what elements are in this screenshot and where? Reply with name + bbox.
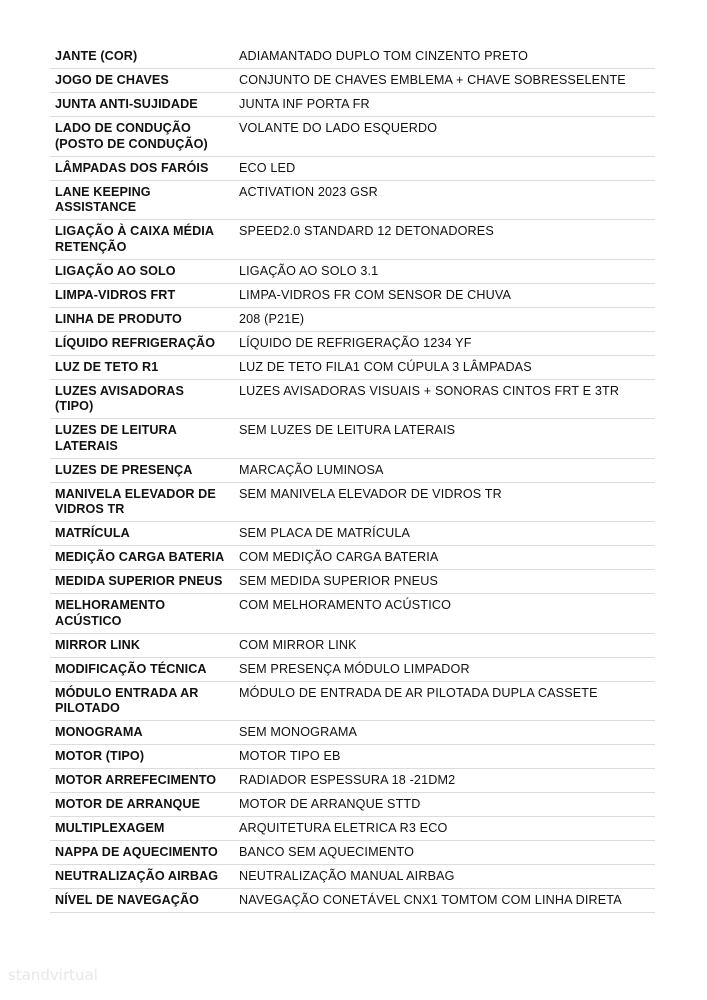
spec-label: MELHORAMENTO ACÚSTICO <box>50 594 230 634</box>
table-row <box>50 419 655 459</box>
table-row <box>50 522 655 546</box>
spec-label: MÓDULO ENTRADA AR PILOTADO <box>50 681 230 721</box>
spec-value: RADIADOR ESPESSURA 18 -21DM2 <box>230 769 655 793</box>
spec-label: MODIFICAÇÃO TÉCNICA <box>50 657 230 681</box>
table-row <box>50 93 655 117</box>
table-row <box>50 721 655 745</box>
spec-label: MANIVELA ELEVADOR DE VIDROS TR <box>50 482 230 522</box>
spec-label: LANE KEEPING ASSISTANCE <box>50 180 230 220</box>
table-row <box>50 220 655 260</box>
spec-value: JUNTA INF PORTA FR <box>230 93 655 117</box>
spec-value: MOTOR TIPO EB <box>230 745 655 769</box>
spec-label: LUZES AVISADORAS (TIPO) <box>50 379 230 419</box>
spec-value: VOLANTE DO LADO ESQUERDO <box>230 117 655 157</box>
spec-value: MARCAÇÃO LUMINOSA <box>230 458 655 482</box>
table-row <box>50 546 655 570</box>
table-row <box>50 817 655 841</box>
spec-label: LIGAÇÃO À CAIXA MÉDIA RETENÇÃO <box>50 220 230 260</box>
spec-label: LIMPA-VIDROS FRT <box>50 283 230 307</box>
spec-label: LUZ DE TETO R1 <box>50 355 230 379</box>
spec-value: NEUTRALIZAÇÃO MANUAL AIRBAG <box>230 865 655 889</box>
table-row <box>50 633 655 657</box>
specifications-table <box>50 45 655 913</box>
table-row <box>50 681 655 721</box>
table-row <box>50 657 655 681</box>
specifications-table-body <box>50 45 655 913</box>
spec-value: LUZES AVISADORAS VISUAIS + SONORAS CINTOS FRT E 3TR <box>230 379 655 419</box>
spec-value: COM MIRROR LINK <box>230 633 655 657</box>
table-row <box>50 458 655 482</box>
table-row <box>50 45 655 69</box>
spec-label: LINHA DE PRODUTO <box>50 307 230 331</box>
table-row <box>50 259 655 283</box>
spec-label: LÂMPADAS DOS FARÓIS <box>50 156 230 180</box>
watermark-logo: standvirtual <box>8 966 98 984</box>
spec-value: SPEED2.0 STANDARD 12 DETONADORES <box>230 220 655 260</box>
spec-label: LIGAÇÃO AO SOLO <box>50 259 230 283</box>
table-row <box>50 769 655 793</box>
table-row <box>50 283 655 307</box>
spec-value: SEM LUZES DE LEITURA LATERAIS <box>230 419 655 459</box>
table-row <box>50 793 655 817</box>
spec-value: SEM PRESENÇA MÓDULO LIMPADOR <box>230 657 655 681</box>
table-row <box>50 307 655 331</box>
spec-label: MOTOR ARREFECIMENTO <box>50 769 230 793</box>
table-row <box>50 594 655 634</box>
spec-value: MÓDULO DE ENTRADA DE AR PILOTADA DUPLA CASSETE <box>230 681 655 721</box>
spec-value: COM MEDIÇÃO CARGA BATERIA <box>230 546 655 570</box>
table-row <box>50 745 655 769</box>
spec-value: ADIAMANTADO DUPLO TOM CINZENTO PRETO <box>230 45 655 69</box>
spec-value: NAVEGAÇÃO CONETÁVEL CNX1 TOMTOM COM LINHA DIRETA <box>230 889 655 913</box>
table-row <box>50 156 655 180</box>
spec-value: LIGAÇÃO AO SOLO 3.1 <box>230 259 655 283</box>
spec-value: SEM MEDIDA SUPERIOR PNEUS <box>230 570 655 594</box>
spec-value: LIMPA-VIDROS FR COM SENSOR DE CHUVA <box>230 283 655 307</box>
spec-label: LÍQUIDO REFRIGERAÇÃO <box>50 331 230 355</box>
spec-value: BANCO SEM AQUECIMENTO <box>230 841 655 865</box>
spec-value: SEM MANIVELA ELEVADOR DE VIDROS TR <box>230 482 655 522</box>
spec-label: NEUTRALIZAÇÃO AIRBAG <box>50 865 230 889</box>
spec-label: LUZES DE PRESENÇA <box>50 458 230 482</box>
spec-value: LUZ DE TETO FILA1 COM CÚPULA 3 LÂMPADAS <box>230 355 655 379</box>
table-row <box>50 117 655 157</box>
spec-label: MOTOR DE ARRANQUE <box>50 793 230 817</box>
table-row <box>50 482 655 522</box>
spec-value: ECO LED <box>230 156 655 180</box>
table-row <box>50 889 655 913</box>
spec-value: ACTIVATION 2023 GSR <box>230 180 655 220</box>
spec-label: MEDIÇÃO CARGA BATERIA <box>50 546 230 570</box>
spec-value: SEM PLACA DE MATRÍCULA <box>230 522 655 546</box>
spec-label: MIRROR LINK <box>50 633 230 657</box>
spec-label: NAPPA DE AQUECIMENTO <box>50 841 230 865</box>
spec-label: JUNTA ANTI-SUJIDADE <box>50 93 230 117</box>
spec-label: MONOGRAMA <box>50 721 230 745</box>
spec-label: MOTOR (TIPO) <box>50 745 230 769</box>
table-row <box>50 355 655 379</box>
table-row <box>50 379 655 419</box>
table-row <box>50 865 655 889</box>
spec-label: JOGO DE CHAVES <box>50 69 230 93</box>
spec-value: SEM MONOGRAMA <box>230 721 655 745</box>
spec-label: MULTIPLEXAGEM <box>50 817 230 841</box>
spec-label: LADO DE CONDUÇÃO (POSTO DE CONDUÇÃO) <box>50 117 230 157</box>
spec-label: NÍVEL DE NAVEGAÇÃO <box>50 889 230 913</box>
spec-label: LUZES DE LEITURA LATERAIS <box>50 419 230 459</box>
table-row <box>50 180 655 220</box>
spec-value: COM MELHORAMENTO ACÚSTICO <box>230 594 655 634</box>
spec-label: MEDIDA SUPERIOR PNEUS <box>50 570 230 594</box>
table-row <box>50 69 655 93</box>
spec-label: JANTE (COR) <box>50 45 230 69</box>
spec-value: MOTOR DE ARRANQUE STTD <box>230 793 655 817</box>
spec-value: ARQUITETURA ELETRICA R3 ECO <box>230 817 655 841</box>
spec-value: LÍQUIDO DE REFRIGERAÇÃO 1234 YF <box>230 331 655 355</box>
table-row <box>50 331 655 355</box>
spec-label: MATRÍCULA <box>50 522 230 546</box>
spec-value: 208 (P21E) <box>230 307 655 331</box>
table-row <box>50 841 655 865</box>
table-row <box>50 570 655 594</box>
spec-value: CONJUNTO DE CHAVES EMBLEMA + CHAVE SOBRESSELENTE <box>230 69 655 93</box>
